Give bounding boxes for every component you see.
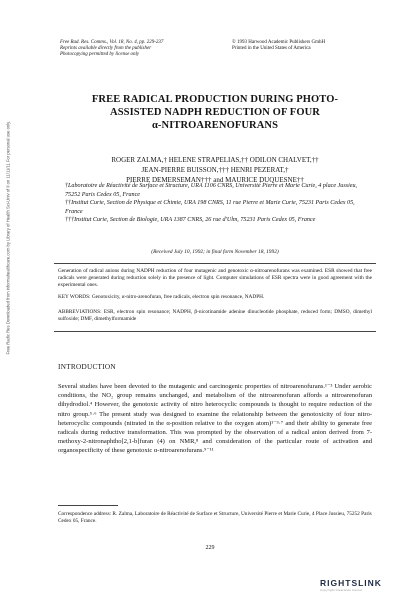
article-title (40, 93, 390, 132)
abbreviations: ABBREVIATIONS: ESR, electron spin resonance; NADPH, β-nicotinamide adenine dinucleotide phosphate, reduced form; DMSO, dimethyl sulfoxide; DMF, dimethylformamide (58, 309, 372, 322)
author-line: PIERRE DEMERSEMAN††† and MAURICE DUQUESNE†† (126, 176, 304, 184)
header-right-line: Printed in the United States of America (232, 46, 311, 51)
affiliations (65, 182, 365, 225)
download-side-note (0, 120, 16, 360)
divider (54, 263, 376, 264)
header-copyright (232, 40, 325, 52)
logo-subtext: Copyright Clearance Center (320, 588, 363, 592)
author-line: ROGER ZALMA,† HELENE STRAPELIAS,†† ODILON CHALVET,†† (111, 156, 319, 164)
header-left-line: Free Rad. Res. Comms., Vol. 18, No. 4, pp. 229-237 (60, 40, 164, 45)
keywords: KEY WORDS: Genotoxicity, α-nitro-arenofuran, free radicals, electron spin resonance, NADPH. (58, 294, 265, 300)
rightslink-logo (320, 577, 405, 591)
received-dates: (Received July 10, 1992; in final form November 18, 1992) (151, 249, 279, 255)
header-journal-info (60, 40, 163, 58)
affiliation: †††Institut Curie, Section de Biologie, URA 1387 CNRS, 26 rue d'Ulm, 75231 Paris Cedex 05, France (65, 217, 316, 224)
title-line: ASSISTED NADPH REDUCTION OF FOUR (110, 107, 320, 118)
footnote-rule (58, 505, 118, 506)
author-line: JEAN-PIERRE BUISSON,††† HENRI PEZERAT,† (141, 166, 289, 174)
logo-text: RIGHTSLINK (320, 578, 382, 588)
introduction-text: Several studies have been devoted to the mutagenic and carcinogenic properties of nitroarenofurans.¹⁻³ Under aerobic conditions, the NO₂ group remains unchanged, and metabolism of the nitroarenofuran affords a nitroarenofuran dihydrodiol.⁴ However, the genotoxic activity of nitro heterocyclic compounds is thought to require reduction of the nitro group.⁵·⁶ The present study was designed to examine the relationship between the genotoxicity of four nitro-heterocyclic compounds (nitrated in the α-position relative to the oxygen atom)¹⁻³·⁷ and their ability to generate free radicals during reductive transformation. This was prompted by the observation of a radical anion derived from 7-methoxy-2-nitronaphtho[2,1-b]furan (4) on NMR,⁸ and consideration of the particular route of activation and organospecificity of these genotoxic α-nitroarenofurans.⁹⁻¹¹ (58, 383, 372, 455)
header-left-line: Reprints available directly from the publisher (60, 46, 152, 51)
header-right-line: © 1993 Harwood Academic Publishers GmbH (232, 40, 326, 45)
abstract: Generation of radical anions during NADPH reduction of four mutagenic and genotoxic α-nitroarenofurans was examined. ESR showed that free radicals were generated during reduction solely in the presence of light. Computer simulations of ESR spectra were in good agreement with the experimental ones. (58, 268, 372, 288)
title-line: α-NITROARENOFURANS (151, 120, 279, 131)
affiliation: ††Institut Curie, Section de Physique et Chimie, URA 198 CNRS, 11 rue Pierre et Marie Curie, 75231 Paris Cedex 05, France (65, 200, 355, 215)
page-number: 229 (205, 545, 215, 551)
correspondence-footnote: Correspondence address: R. Zalma, Laboratoire de Réactivité de Surface et Structure, Université Pierre et Marie Curie, 4 Place Jussieu, 75252 Paris Cedex 05, France. (58, 511, 372, 524)
side-note-text: Free Radic Res Downloaded from informahealthcare.com by Library of Health Sci-Univ of Il on 11/11/11 For personal use only. (5, 120, 11, 355)
title-line: FREE RADICAL PRODUCTION DURING PHOTO- (91, 94, 339, 105)
affiliation: †Laboratoire de Réactivité de Surface et Structure, URA 1106 CNRS, Université Pierre et Marie Curie, 4 place Jussieu, 75252 Paris Cedex 05, France (65, 183, 358, 198)
author-list (40, 155, 390, 185)
divider (54, 331, 376, 332)
section-heading: INTRODUCTION (58, 363, 116, 371)
header-left-line: Photocopying permitted by license only (60, 52, 140, 57)
